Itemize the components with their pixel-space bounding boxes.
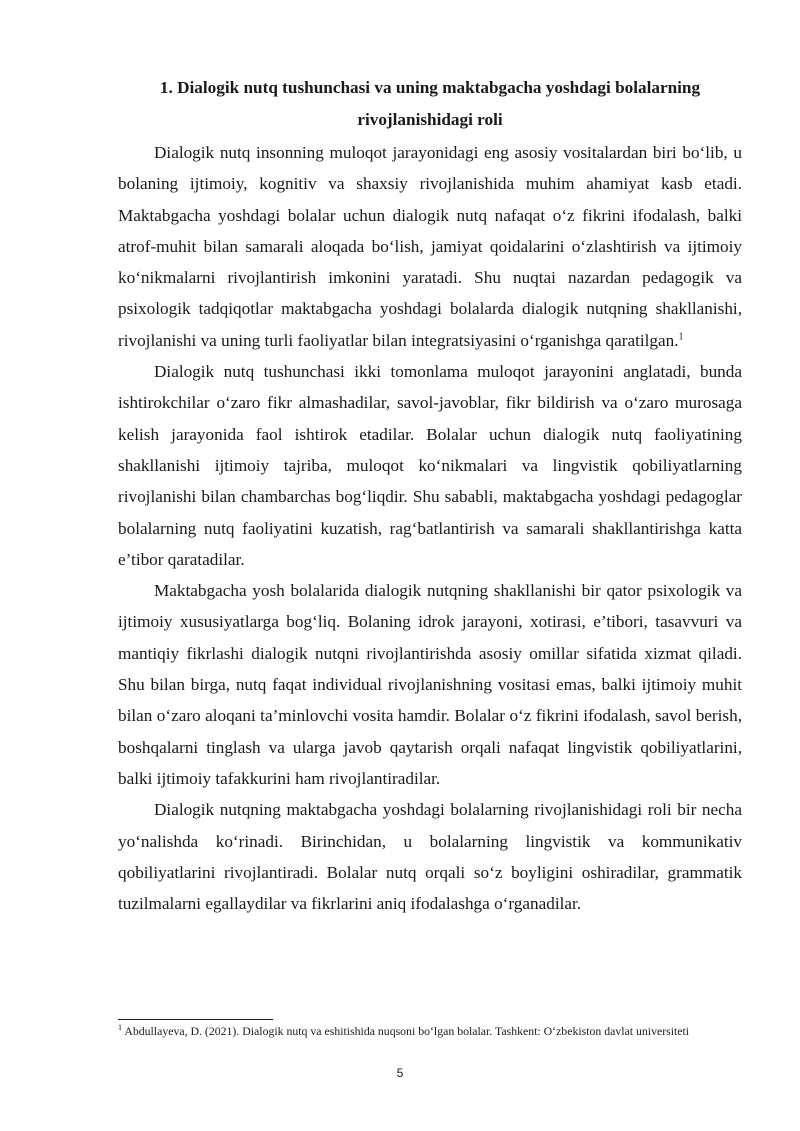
footnote-reference[interactable]: 1 (678, 331, 684, 343)
page-number: 5 (396, 1066, 404, 1080)
body-text (118, 137, 742, 919)
footnote-separator (118, 1019, 273, 1020)
footnote (118, 1023, 742, 1040)
paragraph-text: Dialogik nutq insonning muloqot jarayonidagi eng asosiy vositalardan biri bo‘lib, u bolaning ijtimoiy, kognitiv va shaxsiy rivojlanishida muhim ahamiyat kasb etadi. Maktabgacha yoshdagi bolalar uchun dialogik nutq nafaqat o‘z fikrini ifodalash, balki atrof-muhit bilan samarali aloqada bo‘lish, jamiyat qoidalarini o‘zlashtirish va ijtimoiy ko‘nikmalarni rivojlantirish imkonini yaratadi. Shu nuqtai nazardan pedagogik va psixologik tadqiqotlar maktabgacha yoshdagi bolalarda dialogik nutqning shakllanishi, rivojlanishi va uning turli faoliyatlar bilan integratsiyasini o‘rganishga qaratilgan. (118, 143, 742, 350)
section-title: 1. Dialogik nutq tushunchasi va uning maktabgacha yoshdagi bolalarning rivojlanishidagi roli (159, 78, 701, 129)
paragraph: Dialogik nutq tushunchasi ikki tomonlama muloqot jarayonini anglatadi, bunda ishtirokchilar o‘zaro fikr almashadilar, savol-javoblar, fikr bildirish va o‘zaro murosaga kelish jarayonida faol ishtirok etadilar. Bolalar uchun dialogik nutq faoliyatining shakllanishi ijtimoiy tajriba, muloqot ko‘nikmalari va lingvistik qobiliyatlarning rivojlanishi bilan chambarchas bog‘liqdir. Shu sababli, maktabgacha yoshdagi pedagoglar bolalarning nutq faoliyatini kuzatish, rag‘batlantirish va samarali shakllantirishga katta e’tibor qaratadilar. (118, 362, 742, 569)
paragraph: Dialogik nutqning maktabgacha yoshdagi bolalarning rivojlanishidagi roli bir necha yo‘nalishda ko‘rinadi. Birinchidan, u bolalarning lingvistik va kommunikativ qobiliyatlarini rivojlantiradi. Bolalar nutq orqali so‘z boyligini oshiradilar, grammatik tuzilmalarni egallaydilar va fikrlarini aniq ifodalashga o‘rganadilar. (118, 800, 742, 914)
footnote-text: Abdullayeva, D. (2021). Dialogik nutq va eshitishida nuqsoni bo‘lgan bolalar. Tashkent: O‘zbekiston davlat universiteti (124, 1024, 690, 1038)
footnote-number: 1 (118, 1023, 122, 1033)
paragraph: Maktabgacha yosh bolalarida dialogik nutqning shakllanishi bir qator psixologik va ijtimoiy xususiyatlarga bog‘liq. Bolaning idrok jarayoni, xotirasi, e’tibori, tasavvuri va mantiqiy fikrlashi dialogik nutqni rivojlantirishda asosiy omillar sifatida xizmat qiladi. Shu bilan birga, nutq faqat individual rivojlanishning vositasi emas, balki ijtimoiy muhit bilan o‘zaro aloqani ta’minlovchi vosita hamdir. Bolalar o‘z fikrini ifodalash, savol berish, boshqalarni tinglash va ularga javob qaytarish orqali nafaqat lingvistik qobiliyatlarini, balki ijtimoiy tafakkurini ham rivojlantiradilar. (118, 581, 742, 788)
paragraph (118, 137, 742, 356)
